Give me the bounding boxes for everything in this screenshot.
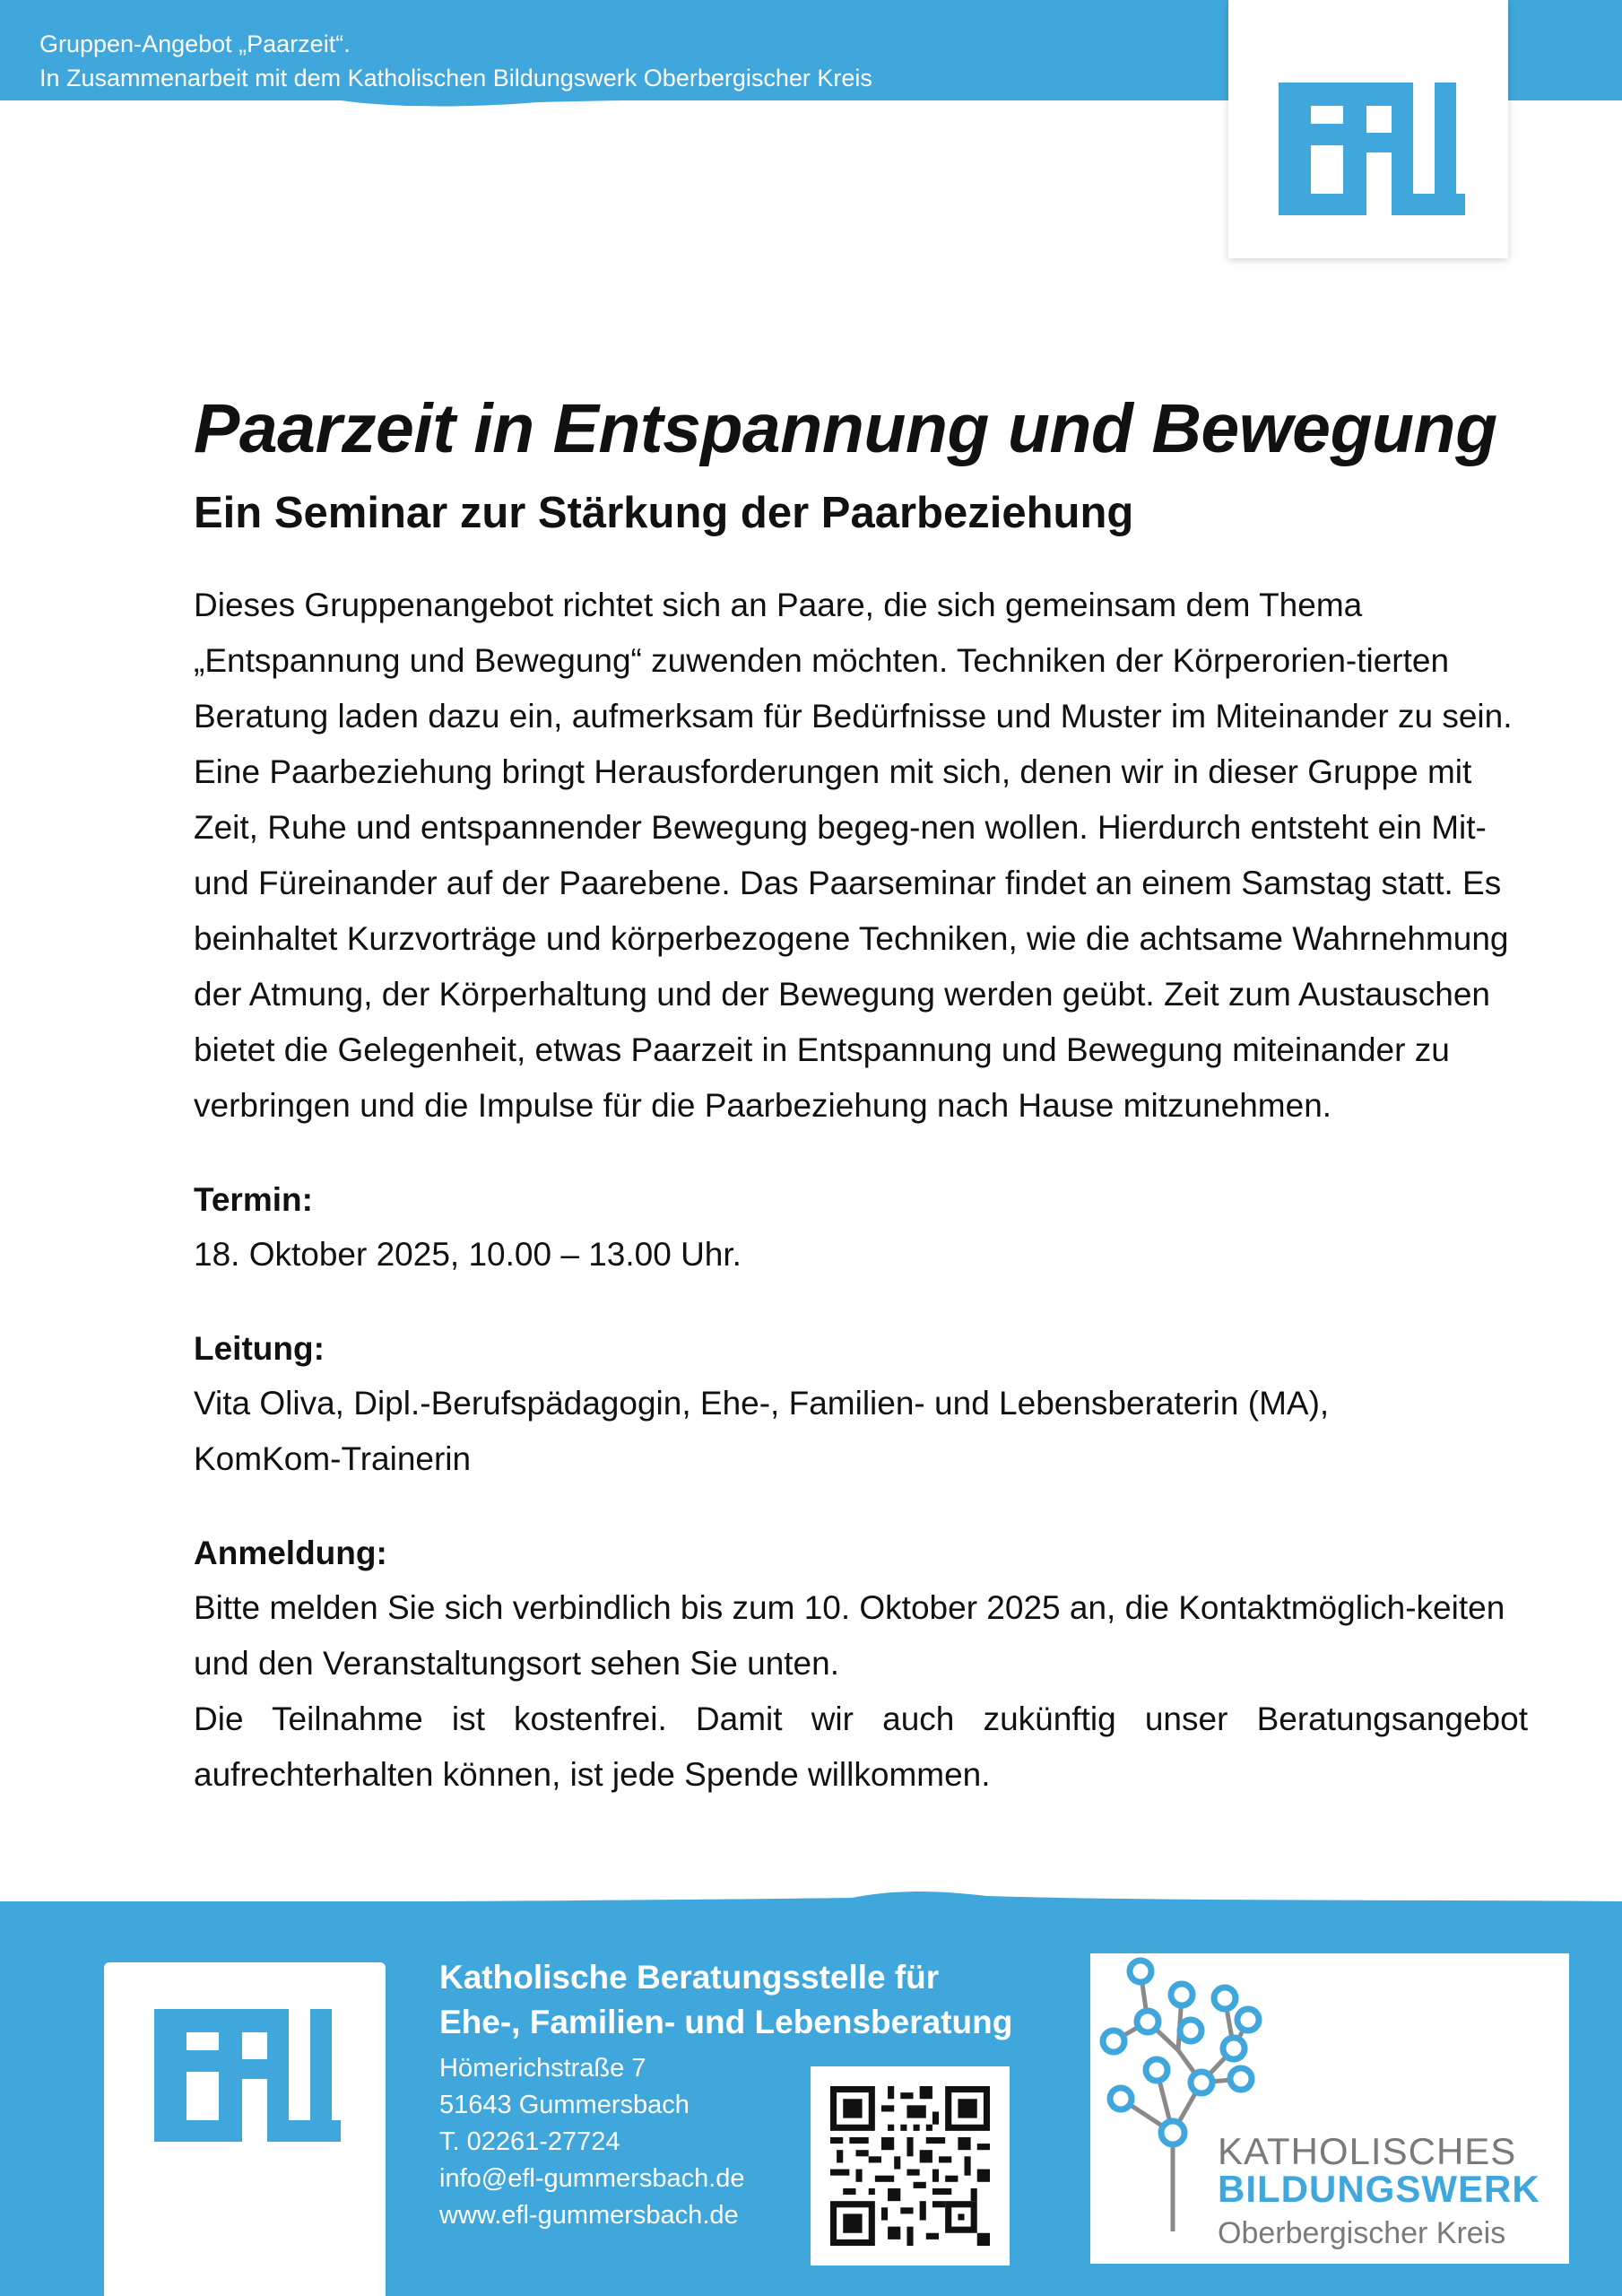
leitung-section <box>194 1322 1528 1487</box>
org-name <box>439 1955 1012 2045</box>
phone-number: T. 02261-27724 <box>439 2127 620 2156</box>
header-line-2: In Zusammenarbeit mit dem Katholischen Bildungswerk Oberbergischer Kreis <box>39 65 872 91</box>
anmeldung-text-2: Die Teilnahme ist kostenfrei. Damit wir auch zukünftig unser Beratungsangebot aufrechterhalten können, ist jede Spende willkommen. <box>194 1700 1528 1793</box>
efl-logo-icon <box>1279 83 1465 215</box>
org-name-line-1: Katholische Beratungsstelle für <box>439 1959 940 1996</box>
header-line-1: Gruppen-Angebot „Paarzeit“. <box>39 30 351 57</box>
termin-label: Termin: <box>194 1181 313 1218</box>
qr-code-icon <box>830 2086 990 2246</box>
efl-logo-card <box>1228 0 1508 258</box>
org-name-line-2: Ehe-, Familien- und Lebensberatung <box>439 2004 1013 2040</box>
anmeldung-section <box>194 1526 1528 1803</box>
kbw-title-line-3: Oberbergischer Kreis <box>1218 2216 1506 2250</box>
leitung-label: Leitung: <box>194 1330 325 1367</box>
email-link[interactable]: info@efl-gummersbach.de <box>439 2164 745 2193</box>
footer-wave-decoration <box>0 1885 1622 1905</box>
page-title: Paarzeit in Entspannung und Bewegung <box>194 390 1497 467</box>
website-link[interactable]: www.efl-gummersbach.de <box>439 2201 739 2230</box>
efl-logo-icon <box>154 2009 341 2142</box>
anmeldung-text-1: Bitte melden Sie sich verbindlich bis zum 10. Oktober 2025 an, die Kontaktmöglich-keiten und den Veranstaltungsort sehen Sie unten. <box>194 1589 1505 1682</box>
main-content <box>194 386 1528 1803</box>
intro-paragraph: Dieses Gruppenangebot richtet sich an Paare, die sich gemeinsam dem Thema „Entspannung und Bewegung“ zuwenden möchten. Techniken der Körperorien-tierten Beratung laden dazu ein, aufmerksam für Bedürfnisse und Muster im Miteinander zu sein. Eine Paarbeziehung bringt Herausforderungen mit sich, denen wir in dieser Gruppe mit Zeit, Ruhe und entspannender Bewegung begeg-nen wollen. Hierdurch entsteht ein Mit- und Füreinander auf der Paarebene. Das Paarseminar findet an einem Samstag statt. Es beinhaltet Kurzvorträge und körperbezogene Techniken, wie die achtsame Wahrnehmung der Atmung, der Körperhaltung und der Bewegung werden geübt. Zeit zum Austauschen bietet die Gelegenheit, etwas Paarzeit in Entspannung und Bewegung miteinander zu verbringen und die Impulse für die Paarbeziehung nach Hause mitzunehmen. <box>194 587 1513 1124</box>
anmeldung-label: Anmeldung: <box>194 1535 387 1571</box>
contact-block <box>439 2050 745 2234</box>
kbw-title-line-2: BILDUNGSWERK <box>1218 2168 1540 2210</box>
city-address: 51643 Gummersbach <box>439 2091 690 2119</box>
leitung-line-2: KomKom-Trainerin <box>194 1440 472 1477</box>
termin-text: 18. Oktober 2025, 10.00 – 13.00 Uhr. <box>194 1236 742 1273</box>
efl-logo-card-footer <box>104 1962 386 2296</box>
header-text <box>39 27 872 95</box>
leitung-line-1: Vita Oliva, Dipl.-Berufspädagogin, Ehe-, Familien- und Lebensberaterin (MA), <box>194 1385 1330 1422</box>
page-subtitle: Ein Seminar zur Stärkung der Paarbeziehung <box>194 489 1134 537</box>
termin-section <box>194 1173 1528 1283</box>
kbw-title-line-1: KATHOLISCHES <box>1218 2130 1517 2172</box>
qr-code[interactable] <box>811 2066 1010 2266</box>
street-address: Hömerichstraße 7 <box>439 2054 646 2083</box>
footer <box>0 1901 1622 2296</box>
kbw-logo-card <box>1090 1953 1569 2264</box>
